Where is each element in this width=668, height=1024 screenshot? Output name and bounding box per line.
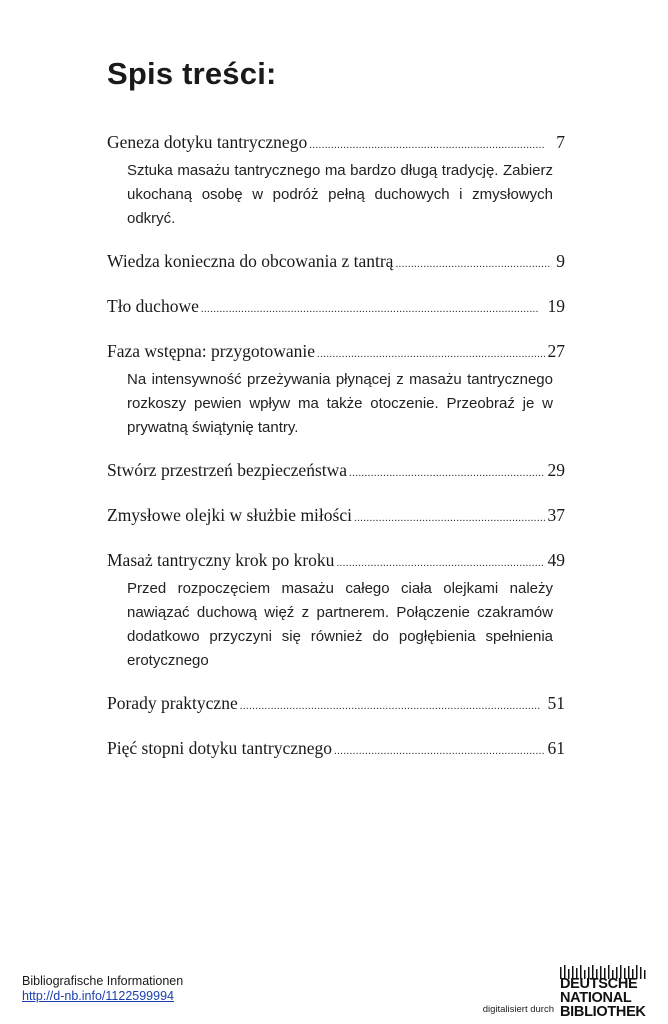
dot-leader [309, 133, 545, 157]
dnb-logo-line: BIBLIOTHEK [560, 1004, 646, 1020]
toc-entry-title: Pięć stopni dotyku tantrycznego [107, 738, 333, 758]
toc-entry-page: 19 [547, 296, 565, 316]
toc-entry [107, 458, 565, 485]
dot-leader [349, 461, 544, 485]
bibliographic-info-label: Bibliografische Informationen [22, 974, 184, 988]
toc-entry-page: 7 [556, 132, 565, 152]
dot-leader [317, 342, 545, 366]
dnb-logo [560, 965, 646, 1021]
toc-entry-page: 51 [547, 693, 565, 713]
dnb-logo-line: NATIONAL [560, 990, 632, 1006]
dot-leader [354, 506, 545, 530]
dot-leader [334, 739, 544, 763]
dot-leader [240, 694, 541, 718]
toc-entry-title: Wiedza konieczna do obcowania z tantrą [107, 251, 394, 271]
toc-entry-page: 49 [547, 550, 565, 570]
page-title: Spis treści: [107, 56, 277, 91]
toc-entry [107, 249, 565, 276]
toc-entry-page: 29 [547, 460, 565, 480]
toc-entry [107, 339, 565, 440]
toc-entry-description: Sztuka masażu tantrycznego ma bardzo długą tradycję. Zabierz ukochaną osobę w podróż pełną duchowych i zmysłowych odkryć. [127, 162, 553, 227]
toc-entry-title: Faza wstępna: przygotowanie [107, 341, 315, 361]
toc-entry-title: Stwórz przestrzeń bezpieczeństwa [107, 460, 348, 480]
digitization-credit [483, 965, 646, 1021]
toc-entry-page: 9 [556, 251, 565, 271]
dot-leader [395, 252, 551, 276]
toc-entry [107, 691, 565, 718]
dnb-record-link[interactable]: http://d-nb.info/1122599994 [22, 989, 174, 1003]
digitized-by-label: digitalisiert durch [482, 1004, 554, 1015]
toc-entry-title: Masaż tantryczny krok po kroku [107, 550, 335, 570]
bibliographic-info [22, 974, 183, 1004]
toc-entry [107, 548, 565, 673]
toc-entry-title: Geneza dotyku tantrycznego [107, 132, 308, 152]
toc-entry-page: 27 [547, 341, 565, 361]
toc-entry-title: Zmysłowe olejki w służbie miłości [107, 505, 352, 525]
toc-entry-description: Na intensywność przeżywania płynącej z masażu tantrycznego rozkoszy pewien wpływ ma także otoczenie. Przeobraź je w prywatną świątynię tantry. [127, 371, 553, 436]
toc-entry [107, 130, 565, 231]
toc-entry [107, 736, 565, 763]
toc-entry-title: Porady praktyczne [107, 693, 238, 713]
toc-entry-description: Przed rozpoczęciem masażu całego ciała olejkami należy nawiązać duchową więź z partnerem. Połączenie czakramów dodatkowo przyczyni się również do pogłębienia spełnienia erotycznego [127, 580, 553, 669]
toc-entry-title: Tło duchowe [107, 296, 199, 316]
dot-leader [201, 297, 538, 321]
toc-entry-page: 61 [547, 738, 565, 758]
dot-leader [336, 551, 544, 575]
toc-entry [107, 503, 565, 530]
table-of-contents [107, 130, 565, 781]
dnb-logo-text [560, 977, 646, 1019]
toc-entry-page: 37 [547, 505, 565, 525]
toc-entry [107, 294, 565, 321]
dnb-logo-line: DEUTSCHE [560, 976, 638, 992]
